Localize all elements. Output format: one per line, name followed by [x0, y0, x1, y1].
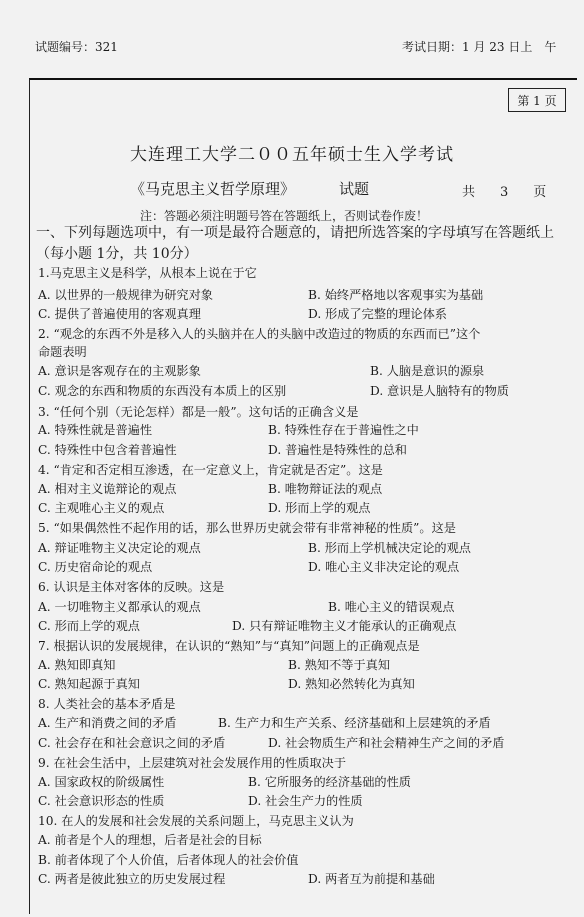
- question-stem: 3. “任何个别（无论怎样）都是一般”。这句话的正确含义是: [38, 405, 359, 419]
- page-number-box: 第 1 页: [508, 88, 566, 112]
- option-c: C. 观念的东西和物质的东西没有本质上的区别: [38, 384, 287, 398]
- option-a: A. 生产和消费之间的矛盾: [38, 716, 177, 730]
- question-stem: 6. 认识是主体对客体的反映。这是: [38, 580, 225, 594]
- option-a: A. 前者是个人的理想，后者是社会的目标: [38, 833, 262, 847]
- option-c: C. 熟知起源于真知: [38, 677, 140, 691]
- option-a: A. 意识是客观存在的主观影象: [38, 364, 201, 378]
- option-b: B. 始终严格地以客观事实为基础: [308, 288, 484, 302]
- option-b: B. 唯物辩证法的观点: [268, 482, 383, 496]
- question-stem: 4. “肯定和否定相互渗透，在一定意义上，肯定就是否定”。这是: [38, 463, 383, 477]
- option-d: D. 社会生产力的性质: [248, 794, 363, 808]
- option-b: B. 它所服务的经济基础的性质: [248, 775, 411, 789]
- option-b: B. 唯心主义的错误观点: [328, 600, 455, 614]
- option-b: B. 特殊性存在于普遍性之中: [268, 423, 419, 437]
- question-stem: 9. 在社会生活中，上层建筑对社会发展作用的性质取决于: [38, 756, 347, 770]
- option-d: D. 唯心主义非决定论的观点: [308, 560, 460, 574]
- option-a: A. 一切唯物主义都承认的观点: [38, 600, 201, 614]
- option-a: A. 相对主义诡辩论的观点: [38, 482, 177, 496]
- option-c: C. 形而上学的观点: [38, 619, 140, 633]
- exam-date: 考试日期：1 月 23 日上 午: [402, 40, 557, 54]
- question-stem-continued: 命题表明: [38, 345, 87, 359]
- option-b: B. 熟知不等于真知: [288, 658, 391, 672]
- question-stem: 7. 根据认识的发展规律，在认识的“熟知”与“真知”问题上的正确观点是: [38, 639, 420, 653]
- exam-subtitle: [130, 178, 369, 199]
- option-c: C. 社会存在和社会意识之间的矛盾: [38, 736, 226, 750]
- subject-suffix: 试题: [339, 180, 370, 198]
- option-d: D. 形成了完整的理论体系: [308, 307, 447, 321]
- option-c: C. 主观唯心主义的观点: [38, 501, 165, 515]
- section-intro: 一、下列每题选项中，有一项是最符合题意的，请把所选答案的字母填写在答题纸上 （每小题 1分，共 10分）: [36, 225, 568, 262]
- question-stem: 2. “观念的东西不外是移入人的头脑并在人的头脑中改造过的物质的东西而已”这个: [38, 327, 481, 341]
- option-b: B. 人脑是意识的源泉: [370, 364, 485, 378]
- answer-note: 注：答题必须注明题号答在答题纸上，否则试卷作废！: [140, 209, 429, 223]
- option-d: D. 形而上学的观点: [268, 501, 371, 515]
- option-b: B. 形而上学机械决定论的观点: [308, 541, 471, 555]
- question-stem: 1.马克思主义是科学，从根本上说在于它: [38, 266, 257, 280]
- option-d: D. 社会物质生产和社会精神生产之间的矛盾: [268, 736, 505, 750]
- option-b: B. 生产力和生产关系、经济基础和上层建筑的矛盾: [218, 716, 491, 730]
- total-pages: 共 3 页: [462, 185, 553, 200]
- option-a: A. 辩证唯物主义决定论的观点: [38, 541, 201, 555]
- option-c: C. 社会意识形态的性质: [38, 794, 165, 808]
- option-a: A. 国家政权的阶级属性: [38, 775, 165, 789]
- option-c: C. 两者是彼此独立的历史发展过程: [38, 872, 226, 886]
- option-b: B. 前者体现了个人价值，后者体现人的社会价值: [38, 853, 299, 867]
- option-c: C. 特殊性中包含着普遍性: [38, 443, 177, 457]
- option-a: A. 以世界的一般规律为研究对象: [38, 288, 213, 302]
- exam-title: 大连理工大学二００五年硕士生入学考试: [130, 145, 454, 165]
- option-c: C. 历史宿命论的观点: [38, 560, 153, 574]
- option-d: D. 两者互为前提和基础: [308, 872, 435, 886]
- option-d: D. 熟知必然转化为真知: [288, 677, 415, 691]
- option-d: D. 普遍性是特殊性的总和: [268, 443, 407, 457]
- option-a: A. 特殊性就是普遍性: [38, 423, 153, 437]
- question-stem: 10. 在人的发展和社会发展的关系问题上，马克思主义认为: [38, 814, 354, 828]
- question-stem: 5. “如果偶然性不起作用的话，那么世界历史就会带有非常神秘的性质”。这是: [38, 521, 456, 535]
- option-d: D. 意识是人脑特有的物质: [370, 384, 509, 398]
- question-stem: 8. 人类社会的基本矛盾是: [38, 697, 176, 711]
- option-a: A. 熟知即真知: [38, 658, 116, 672]
- option-d: D. 只有辩证唯物主义才能承认的正确观点: [232, 619, 457, 633]
- subject-name: 《马克思主义哲学原理》: [130, 180, 296, 198]
- exam-code: 试题编号：321: [35, 40, 118, 54]
- option-c: C. 提供了普遍使用的客观真理: [38, 307, 201, 321]
